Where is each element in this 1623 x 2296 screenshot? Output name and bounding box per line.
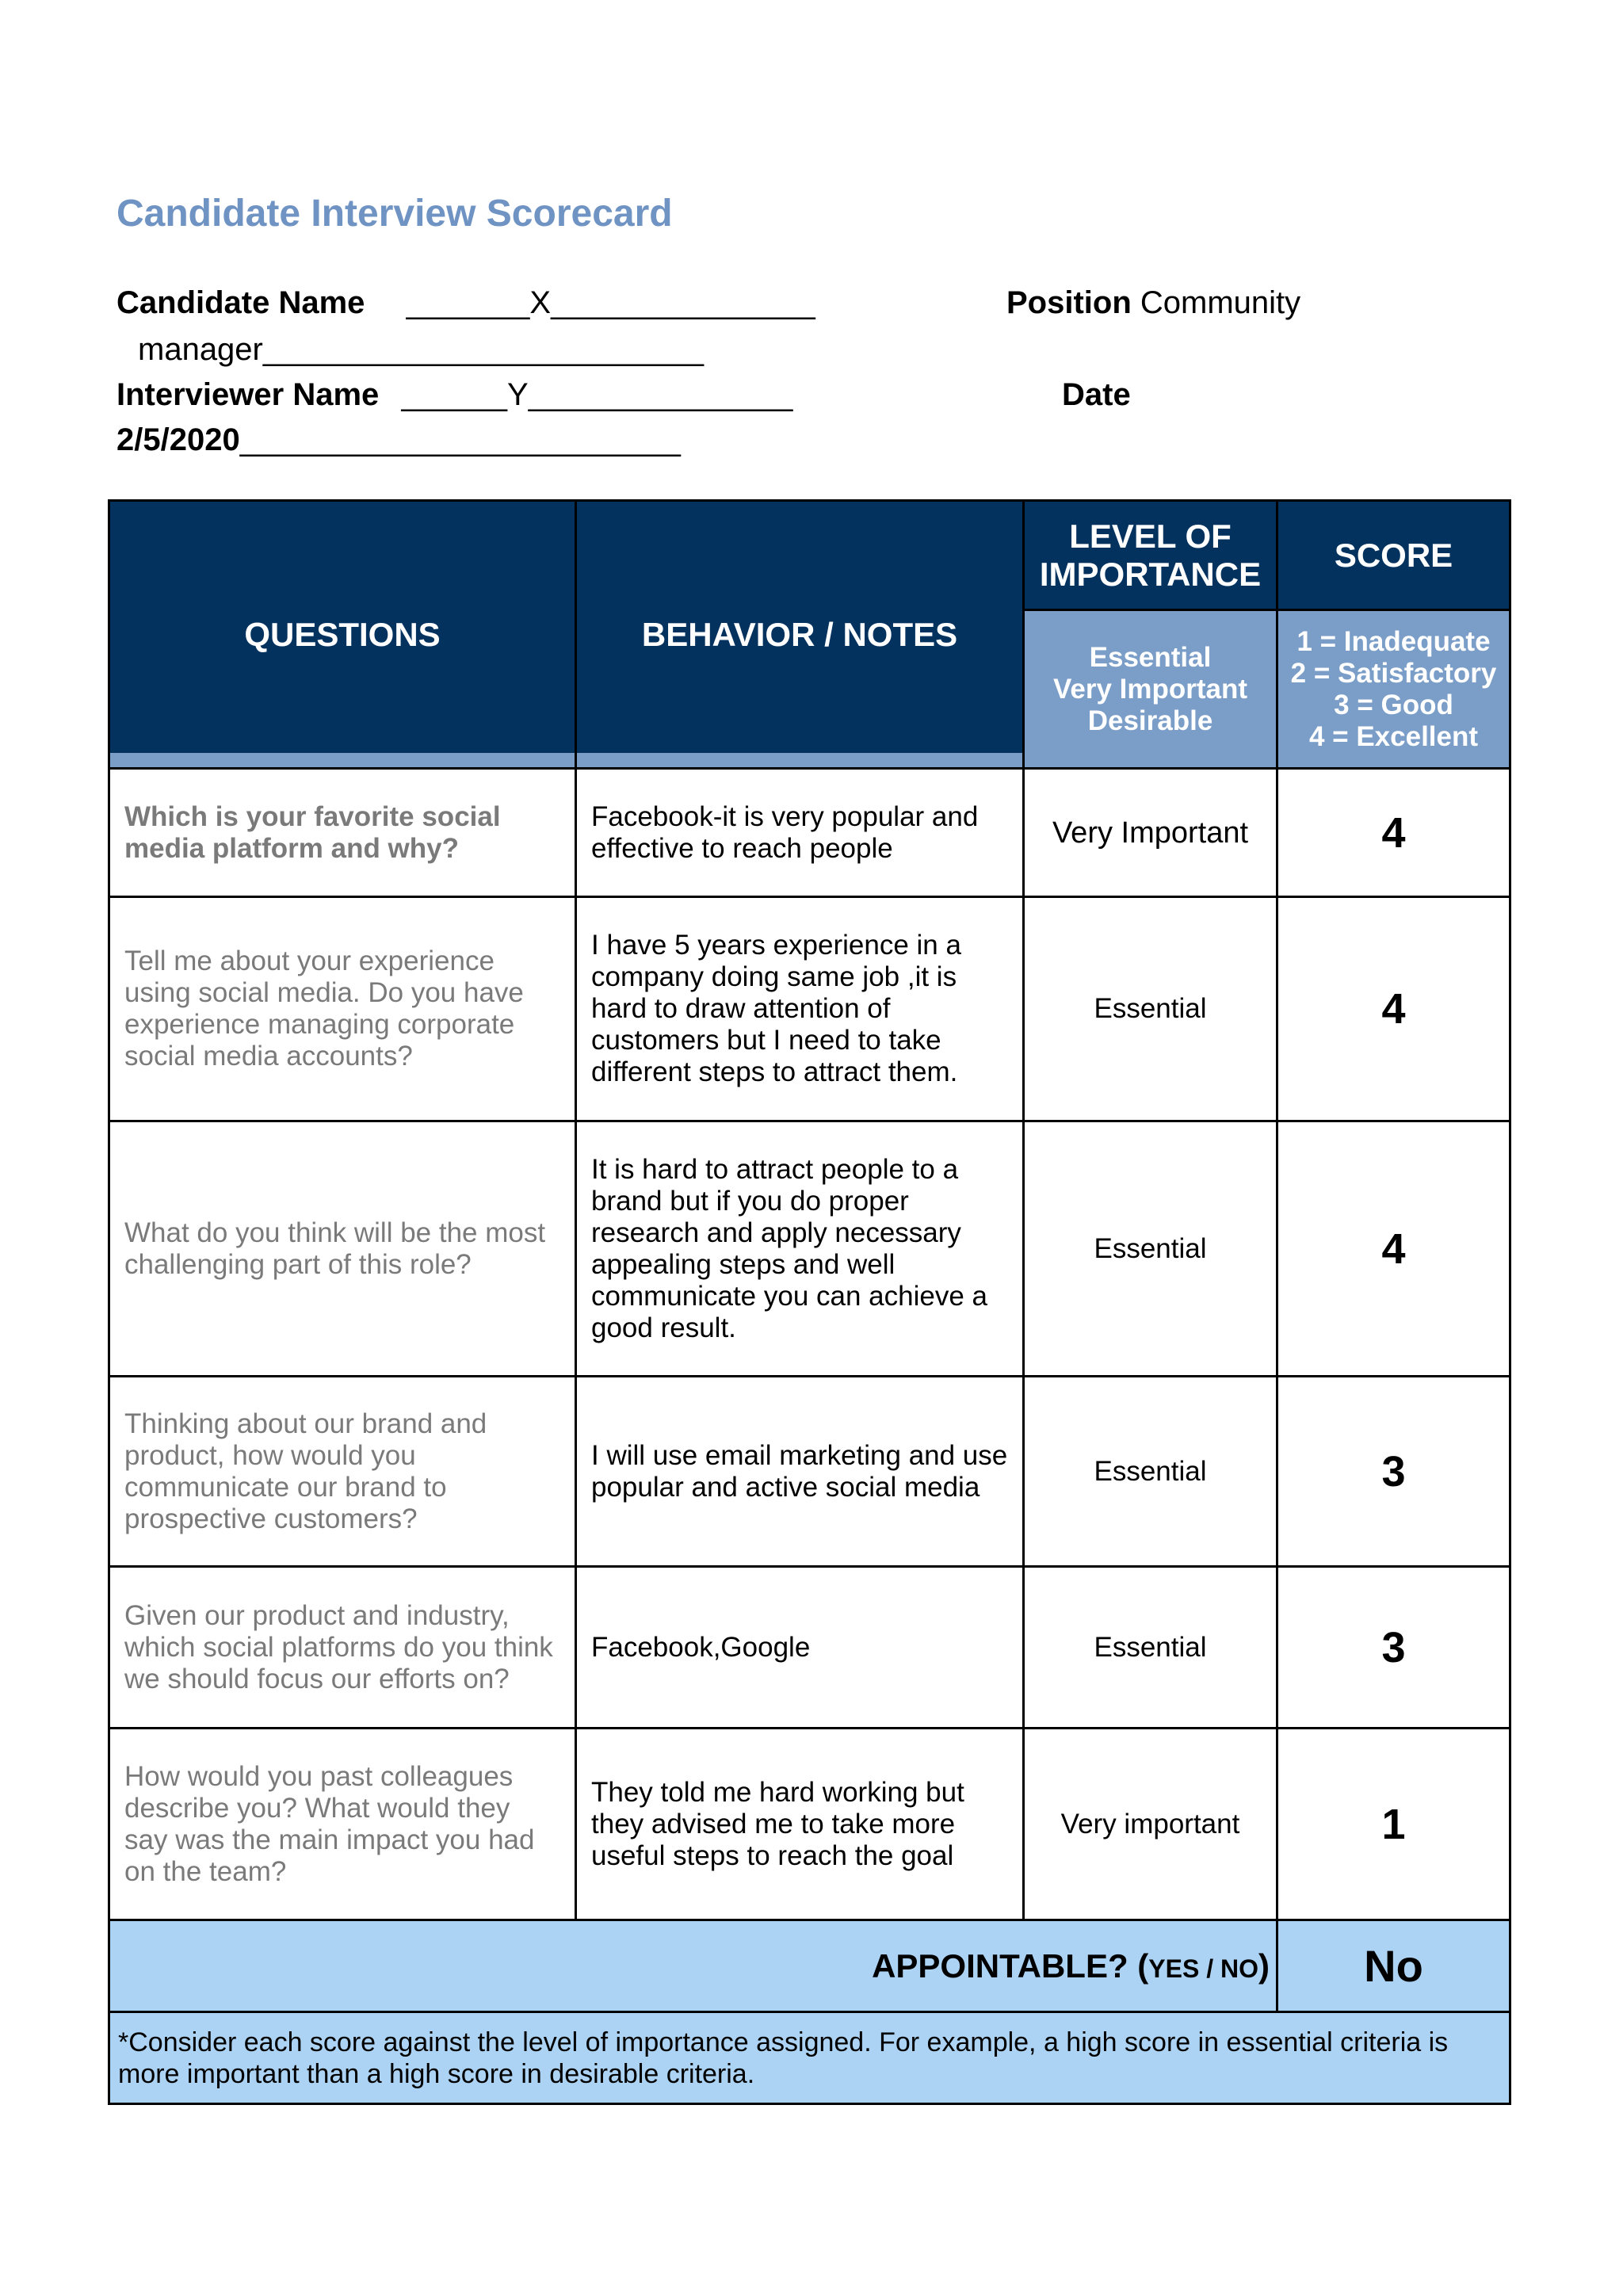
question-cell: Thinking about our brand and product, how would you communicate our brand to prospective customers? xyxy=(109,1377,576,1567)
position-label: Position xyxy=(1006,285,1132,320)
importance-cell: Essential xyxy=(1024,897,1277,1121)
footnote-row xyxy=(109,2012,1510,2104)
score-cell: 3 xyxy=(1277,1377,1510,1567)
interviewer-name-field xyxy=(116,372,792,417)
scorecard-table xyxy=(108,499,1511,2105)
table-row xyxy=(109,1729,1510,1920)
position-value: Community xyxy=(1140,285,1301,320)
notes-cell: They told me hard working but they advised me to take more useful steps to reach the goal xyxy=(576,1729,1024,1920)
date-value: 2/5/2020 xyxy=(116,422,240,457)
date-underline: _________________________ xyxy=(239,422,681,457)
importance-cell: Very Important xyxy=(1024,769,1277,897)
question-cell: What do you think will be the most challenging part of this role? xyxy=(109,1121,576,1377)
header-questions xyxy=(109,501,576,769)
header-importance: LEVEL OF IMPORTANCE xyxy=(1024,501,1277,610)
notes-cell: I have 5 years experience in a company doing same job ,it is hard to draw attention of customers but I need to take different steps to attract them. xyxy=(576,897,1024,1121)
candidate-name-label: Candidate Name xyxy=(116,285,365,320)
appointable-label xyxy=(109,1920,1277,2012)
notes-cell: It is hard to attract people to a brand but if you do proper research and apply necessary appealing steps and well communicate you can achieve a good result. xyxy=(576,1121,1024,1377)
page-title: Candidate Interview Scorecard xyxy=(116,193,673,235)
position-value-cont: manager xyxy=(138,332,263,367)
table-row xyxy=(109,897,1510,1121)
appointable-label-text: APPOINTABLE? ( xyxy=(872,1946,1149,1985)
score-cell: 3 xyxy=(1277,1567,1510,1729)
question-cell: How would you past colleagues describe you? What would they say was the main impact you had on the team? xyxy=(109,1729,576,1920)
candidate-name-field xyxy=(116,281,815,325)
header-strip xyxy=(110,753,575,767)
table-header-row xyxy=(109,501,1510,610)
importance-levels-legend: Essential Very Important Desirable xyxy=(1024,610,1277,769)
importance-cell: Essential xyxy=(1024,1121,1277,1377)
notes-cell: Facebook,Google xyxy=(576,1567,1024,1729)
importance-cell: Essential xyxy=(1024,1377,1277,1567)
date-field xyxy=(1062,372,1131,417)
question-cell: Tell me about your experience using social media. Do you have experience managing corporate social media accounts? xyxy=(109,897,576,1121)
position-value-line: _________________________ xyxy=(262,332,705,367)
score-scale-legend: 1 = Inadequate 2 = Satisfactory 3 = Good 4 = Excellent xyxy=(1277,610,1510,769)
question-cell: Given our product and industry, which social platforms do you think we should focus our efforts on? xyxy=(109,1567,576,1729)
question-cell: Which is your favorite social media platform and why? xyxy=(109,769,576,897)
importance-cell: Very important xyxy=(1024,1729,1277,1920)
interviewer-name-value: ______Y_______________ xyxy=(401,377,793,412)
date-label: Date xyxy=(1062,377,1131,412)
table-row xyxy=(109,1121,1510,1377)
score-cell: 4 xyxy=(1277,769,1510,897)
candidate-name-value: _______X_______________ xyxy=(406,285,815,320)
header-strip xyxy=(577,753,1022,767)
notes-cell: Facebook-it is very popular and effective to reach people xyxy=(576,769,1024,897)
score-cell: 1 xyxy=(1277,1729,1510,1920)
header-notes xyxy=(576,501,1024,769)
notes-cell: I will use email marketing and use popular and active social media xyxy=(576,1377,1024,1567)
importance-cell: Essential xyxy=(1024,1567,1277,1729)
header-notes-label: BEHAVIOR / NOTES xyxy=(641,615,958,653)
score-cell: 4 xyxy=(1277,1121,1510,1377)
appointable-options: YES / NO xyxy=(1148,1954,1258,1983)
header-score: SCORE xyxy=(1277,501,1510,610)
interviewer-name-label: Interviewer Name xyxy=(116,377,380,412)
score-cell: 4 xyxy=(1277,897,1510,1121)
appointable-value: No xyxy=(1277,1920,1510,2012)
date-value-line xyxy=(116,418,681,462)
table-row xyxy=(109,769,1510,897)
position-field xyxy=(1006,281,1300,325)
footnote: *Consider each score against the level of importance assigned. For example, a high score in essential criteria is more important than a high score in desirable criteria. xyxy=(109,2012,1510,2104)
position-continuation xyxy=(138,327,704,372)
table-row xyxy=(109,1567,1510,1729)
appointable-row xyxy=(109,1920,1510,2012)
header-questions-label: QUESTIONS xyxy=(244,615,441,653)
table-row xyxy=(109,1377,1510,1567)
appointable-close: ) xyxy=(1258,1946,1270,1985)
